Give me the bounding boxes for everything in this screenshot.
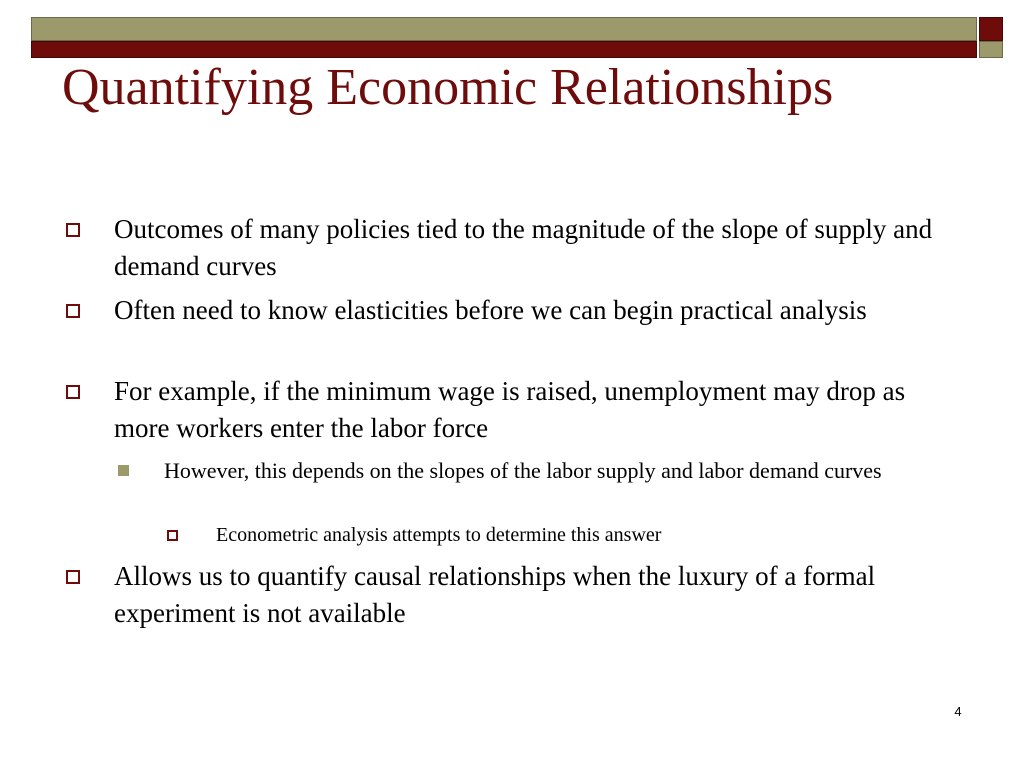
bullet-text: Econometric analysis attempts to determine this answer [216,524,662,546]
sub-sub-bullet-item [216,522,956,548]
bullet-text: Often need to know elasticities before we can begin practical analysis [114,295,867,325]
hollow-square-bullet-icon [66,304,80,318]
bullet-item [114,373,964,447]
bullet-text: Outcomes of many policies tied to the magnitude of the slope of supply and demand curves [114,214,933,281]
hollow-square-bullet-icon [167,530,178,541]
bullet-text: However, this depends on the slopes of the labor supply and labor demand curves [164,458,882,483]
header-square-maroon [979,17,1003,41]
hollow-square-bullet-icon [66,385,80,399]
page-number: 4 [954,704,962,719]
bullet-text: For example, if the minimum wage is raised, unemployment may drop as more workers enter the labor force [114,376,906,443]
header-square-olive [979,41,1003,58]
filled-square-bullet-icon [118,465,129,476]
slide-title: Quantifying Economic Relationships [62,59,834,116]
bullet-item [114,558,964,632]
header-bar-olive [31,17,977,41]
bullet-item [114,292,964,329]
bullet-text: Allows us to quantify causal relationships when the luxury of a formal experiment is not available [114,561,876,628]
bullet-item [114,211,964,285]
hollow-square-bullet-icon [66,223,80,237]
hollow-square-bullet-icon [66,570,80,584]
sub-bullet-item [164,456,954,486]
